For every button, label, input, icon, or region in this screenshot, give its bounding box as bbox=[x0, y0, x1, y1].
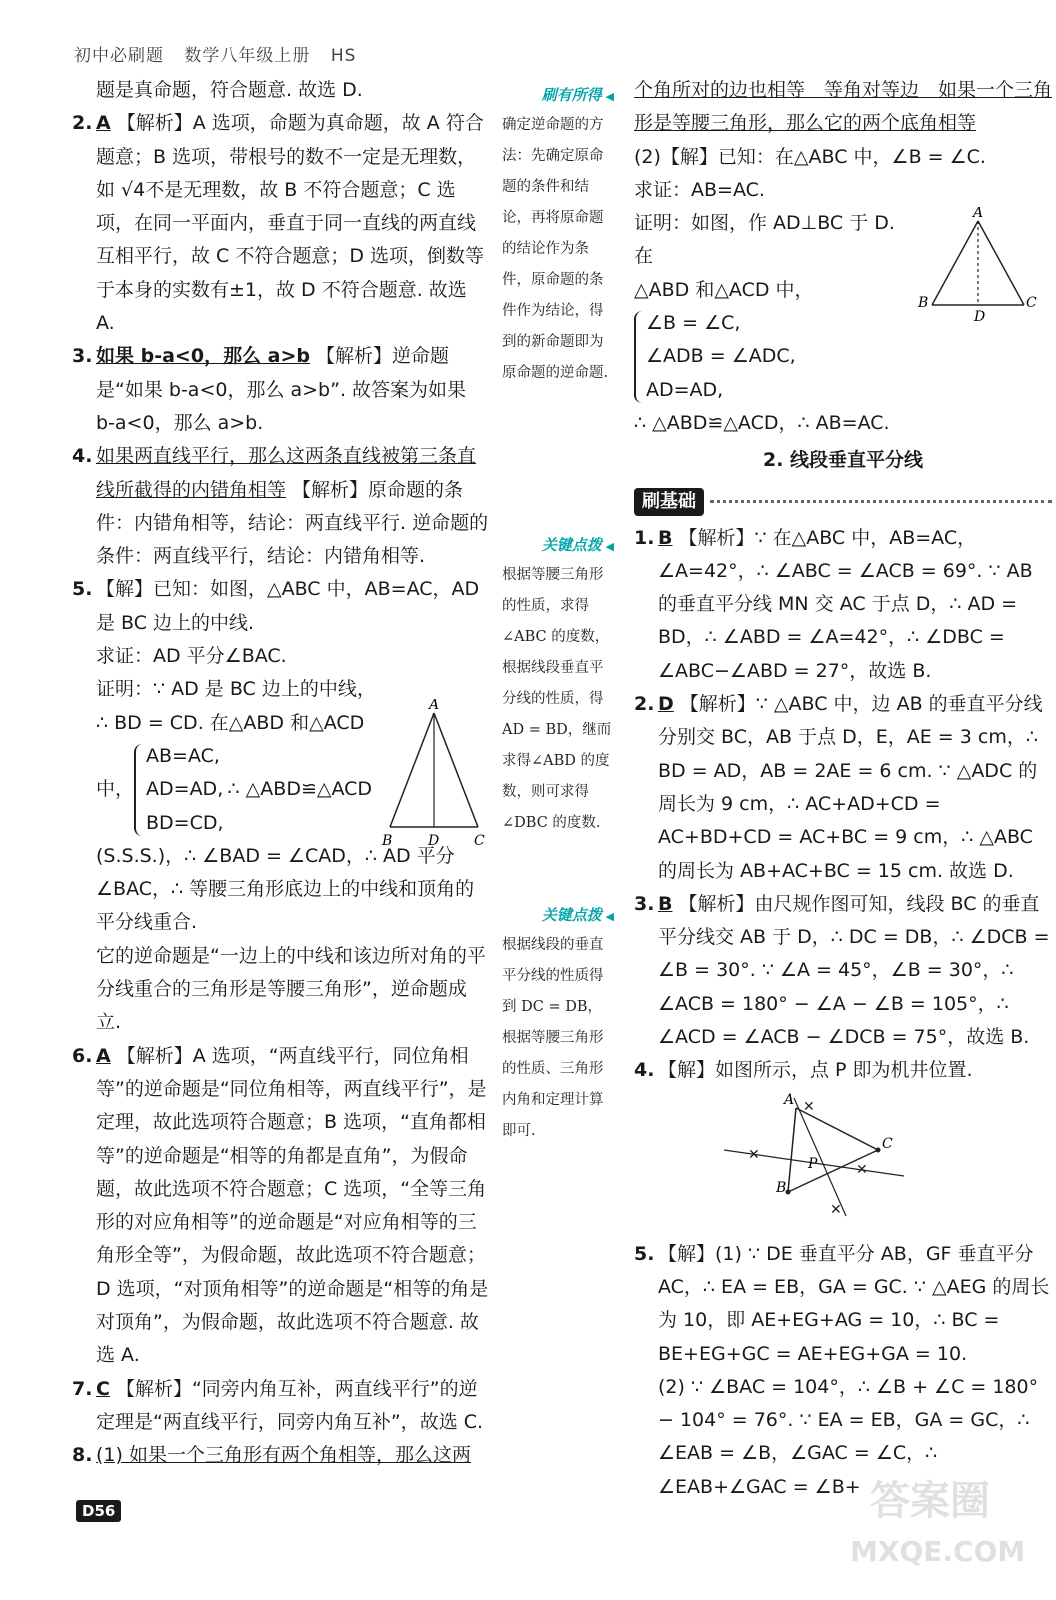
answer-item-7 bbox=[72, 1373, 490, 1440]
proof-claim: 求证：AD 平分∠BAC. bbox=[96, 645, 287, 668]
vertex-label-c: C bbox=[474, 833, 485, 850]
answer-item-8 bbox=[72, 1439, 490, 1472]
answer-choice: B bbox=[658, 892, 673, 915]
vertex-label-d: D bbox=[974, 308, 986, 325]
answer-choice: D bbox=[658, 693, 674, 716]
isosceles-triangle-figure bbox=[382, 699, 492, 849]
side-note-3 bbox=[502, 900, 614, 1147]
brace-condition: AB=AC, bbox=[146, 744, 220, 767]
svg-text:✕: ✕ bbox=[856, 1161, 868, 1178]
answer-choice: A bbox=[96, 112, 111, 135]
item-number: 1. bbox=[634, 526, 655, 549]
note-text: 根据等腰三角形的性质，求得∠ABC 的度数，根据线段垂直平分线的性质，得 AD = BD，继而求得∠ABD 的度数，则可求得∠DBC 的度数. bbox=[502, 567, 612, 831]
item-number: 5. bbox=[72, 578, 93, 601]
answer-item-2 bbox=[72, 107, 490, 340]
answer-item-3 bbox=[72, 340, 490, 440]
point-label-c: C bbox=[882, 1135, 893, 1152]
point-label-b: B bbox=[776, 1179, 787, 1196]
explanation: 【解析】原命题的条件：内错角相等，结论：两直线平行. 逆命题的条件：两直线平行，结论：内错角相等. bbox=[96, 478, 489, 568]
svg-text:✕: ✕ bbox=[748, 1146, 760, 1163]
watermark-url: MXQE.COM bbox=[850, 1535, 1026, 1568]
section-badge: 刷基础 bbox=[634, 488, 704, 516]
triangle-altitude-figure bbox=[918, 207, 1038, 327]
right-column bbox=[634, 74, 1052, 1504]
note-tag: 关键点拨 ◀ bbox=[502, 900, 614, 930]
explanation: 【解析】由尺规作图可知，线段 BC 的垂直平分线交 AB 于 D，∴ DC = DB，∴ ∠DCB = ∠B = 30°. ∵ ∠A = 45°，∠B = 30°，∴ ∠ACB = 180° − ∠A − ∠B = 105°，∴ ∠ACD = ∠ACB − ∠DCB = 75°，故选 B. bbox=[658, 892, 1050, 1049]
proof-conclusion: ∴ △ABD≌△ACD bbox=[227, 778, 373, 801]
explanation: 【解析】A 选项，“两直线平行，同位角相等”的逆命题是“同位角相等，两直线平行”，是定理，故此选项符合题意；B 选项，“直角都相等”的逆命题是“相等的角都是直角”，为假命题，故此选项不符合题意；C 选项，“全等三角形的对应角相等”的逆命题是“对应角相等的三角形全等”，为假命题，故此选项不符合题意；D 选项，“对顶角相等”的逆命题是“相等的角是对顶角”，为假命题，故此选项不符合题意. 故选 A. bbox=[96, 1044, 489, 1367]
answer-fill: (1) 如果一个三角形有两个角相等，那么这两 bbox=[96, 1444, 471, 1467]
watermark-logo: 答案圈 bbox=[870, 1478, 990, 1524]
continued-answer: 个角所对的边也相等 等角对等边 如果一个三角形是等腰三角形，那么它的两个底角相等 bbox=[634, 79, 1053, 135]
answer-item-5 bbox=[634, 1238, 1052, 1504]
answer-item-1 bbox=[634, 522, 1052, 688]
answer-choice: B bbox=[658, 526, 673, 549]
proof-step: 中， bbox=[96, 778, 135, 801]
converse-statement: 它的逆命题是“一边上的中线和该边所对角的平分线重合的三角形是等腰三角形”，逆命题成立. bbox=[96, 944, 486, 1034]
brace-condition: ∠ADB = ∠ADC, bbox=[646, 345, 796, 368]
answer-choice: C bbox=[96, 1377, 110, 1400]
note-text: 根据线段的垂直平分线的性质得到 DC = DB，根据等腰三角形的性质、三角形内角和定理计算即可. bbox=[502, 937, 604, 1139]
svg-text:✕: ✕ bbox=[803, 1098, 815, 1115]
edition-label: HS bbox=[330, 46, 357, 66]
continued-text: 题是真命题，符合题意. 故选 D. bbox=[96, 79, 363, 101]
item-number: 4. bbox=[72, 445, 93, 468]
book-title: 初中必刷题 bbox=[74, 46, 164, 66]
note-text: 确定逆命题的方法：先确定原命题的条件和结论，再将原命题的结论作为条件，原命题的条件作为结论，得到的新命题即为原命题的逆命题. bbox=[502, 117, 609, 381]
section-banner bbox=[634, 482, 1052, 522]
brace-condition: BD=CD, bbox=[146, 811, 224, 834]
item-number: 6. bbox=[72, 1044, 93, 1067]
explanation: 【解析】∵ 在△ABC 中，AB=AC，∠A=42°，∴ ∠ABC = ∠ACB = 69°. ∵ AB 的垂直平分线 MN 交 AC 于点 D，∴ AD = BD，∴ ∠ABD = ∠A=42°，∴ ∠DBC = ∠ABC−∠ABD = 27°，故选 B. bbox=[658, 526, 1033, 682]
vertex-label-b: B bbox=[382, 833, 393, 850]
proof-claim: 求证：AB=AC. bbox=[634, 178, 765, 201]
proof-step: ∴ BD = CD. 在△ABD 和△ACD bbox=[96, 711, 365, 734]
proof-given: (2)【解】已知：在△ABC 中，∠B = ∠C. bbox=[634, 145, 986, 168]
proof-step: (S.S.S.)，∴ ∠BAD = ∠CAD，∴ AD 平分∠BAC，∴ 等腰三角形底边上的中线和顶角的平分线重合. bbox=[96, 844, 475, 934]
item-number: 8. bbox=[72, 1444, 93, 1467]
brace-condition: AD=AD, bbox=[646, 378, 724, 401]
explanation: 【解析】A 选项，命题为真命题，故 A 符合题意；B 选项，带根号的数不一定是无理数，如 √4不是无理数，故 B 不符合题意；C 选项，在同一平面内，垂直于同一直线的两直线互相平行，故 C 不符合题意；D 选项，倒数等于本身的实数有±1，故 D 不符合题意. 故选 A. bbox=[96, 112, 485, 335]
answer-item-4 bbox=[634, 1054, 1052, 1087]
solution-part-1: 【解】(1) ∵ DE 垂直平分 AB，GF 垂直平分 AC，∴ EA = EB，GA = GC. ∵ △AEG 的周长为 10，即 AE+EG+AG = 10，∴ BC = BE+EG+GC = AE+EG+GA = 10. bbox=[658, 1242, 1050, 1365]
page-number: D56 bbox=[76, 1500, 121, 1522]
brace-condition: ∠B = ∠C, bbox=[646, 312, 741, 335]
side-note-2 bbox=[502, 530, 614, 839]
vertex-label-c: C bbox=[1026, 294, 1037, 311]
answer-item-3 bbox=[634, 888, 1052, 1054]
proof-8-2 bbox=[634, 141, 1052, 441]
section-title: 2. 线段垂直平分线 bbox=[762, 449, 924, 472]
item-number: 4. bbox=[634, 1059, 655, 1082]
vertex-label-a: A bbox=[429, 699, 440, 714]
item-number: 3. bbox=[634, 892, 655, 915]
answer-fill: 如果两直线平行，那么这两条直线被第三条直线所截得的内错角相等 bbox=[96, 445, 477, 501]
answer-item-6 bbox=[72, 1040, 490, 1373]
answer-item-2 bbox=[634, 688, 1052, 888]
answer-choice: A bbox=[96, 1044, 111, 1067]
solution-part-2: (2) ∵ ∠BAC = 104°，∴ ∠B + ∠C = 180° − 104° = 76°. ∵ EA = EB，GA = GC，∴ ∠EAB = ∠B，∠GAC = ∠C，∴ ∠EAB+∠GAC = ∠B+ bbox=[658, 1375, 1039, 1498]
note-tag: 关键点拨 ◀ bbox=[502, 530, 614, 560]
vertex-label-b: B bbox=[918, 294, 929, 311]
explanation: 【解析】“同旁内角互补，两直线平行”的逆定理是“两直线平行，同旁内角互补”，故选 C. bbox=[96, 1377, 484, 1433]
answer-fill: 如果 b-a<0，那么 a>b bbox=[96, 345, 311, 368]
vertex-label-d: D bbox=[428, 833, 440, 850]
condition-brace bbox=[134, 740, 224, 840]
svg-text:✕: ✕ bbox=[830, 1201, 842, 1218]
dotted-divider bbox=[710, 500, 1052, 503]
proof-given: 【解】已知：如图，△ABC 中，AB=AC，AD 是 BC 边上的中线. bbox=[96, 578, 480, 634]
side-note-1 bbox=[502, 80, 614, 389]
point-label-p: P bbox=[808, 1155, 818, 1172]
vertex-label-a: A bbox=[973, 206, 984, 221]
subject-title: 数学八年级上册 bbox=[184, 46, 311, 66]
left-column bbox=[72, 74, 490, 1472]
item-number: 2. bbox=[72, 112, 93, 135]
explanation: 【解析】∵ △ABC 中，边 AB 的垂直平分线分别交 BC，AB 于点 D，E，AE = 3 cm，∴ BD = AD，AB = 2AE = 6 cm. ∵ △ADC 的周长为 9 cm，∴ AC+AD+CD = AC+BD+CD = AC+BC = 9 cm，∴ △ABC 的周长为 AB+AC+BC = 15 cm. 故选 D. bbox=[658, 693, 1043, 882]
explanation: 【解析】逆命题是“如果 b-a<0，那么 a>b”. 故答案为如果 b-a<0，那么 a>b. bbox=[96, 345, 467, 434]
proof-step: 证明：∵ AD 是 BC 边上的中线， bbox=[96, 678, 376, 701]
well-location-figure bbox=[724, 1088, 924, 1238]
answer-item-4 bbox=[72, 440, 490, 573]
explanation: 【解】如图所示，点 P 即为机井位置. bbox=[658, 1059, 973, 1082]
point-label-a: A bbox=[784, 1091, 795, 1108]
answer-item-5 bbox=[72, 573, 490, 1039]
item-number: 7. bbox=[72, 1377, 93, 1400]
item-number: 5. bbox=[634, 1242, 655, 1265]
proof-step: △ABD 和△ACD 中， bbox=[634, 278, 814, 301]
note-tag: 刷有所得 ◀ bbox=[502, 80, 614, 110]
item-number: 2. bbox=[634, 693, 655, 716]
proof-conclusion: ∴ △ABD≌△ACD，∴ AB=AC. bbox=[634, 411, 890, 434]
item-number: 3. bbox=[72, 345, 93, 368]
proof-step: 证明：如图，作 AD⊥BC 于 D. 在 bbox=[634, 212, 895, 268]
brace-condition: AD=AD, bbox=[146, 778, 224, 801]
page-header bbox=[74, 40, 370, 73]
